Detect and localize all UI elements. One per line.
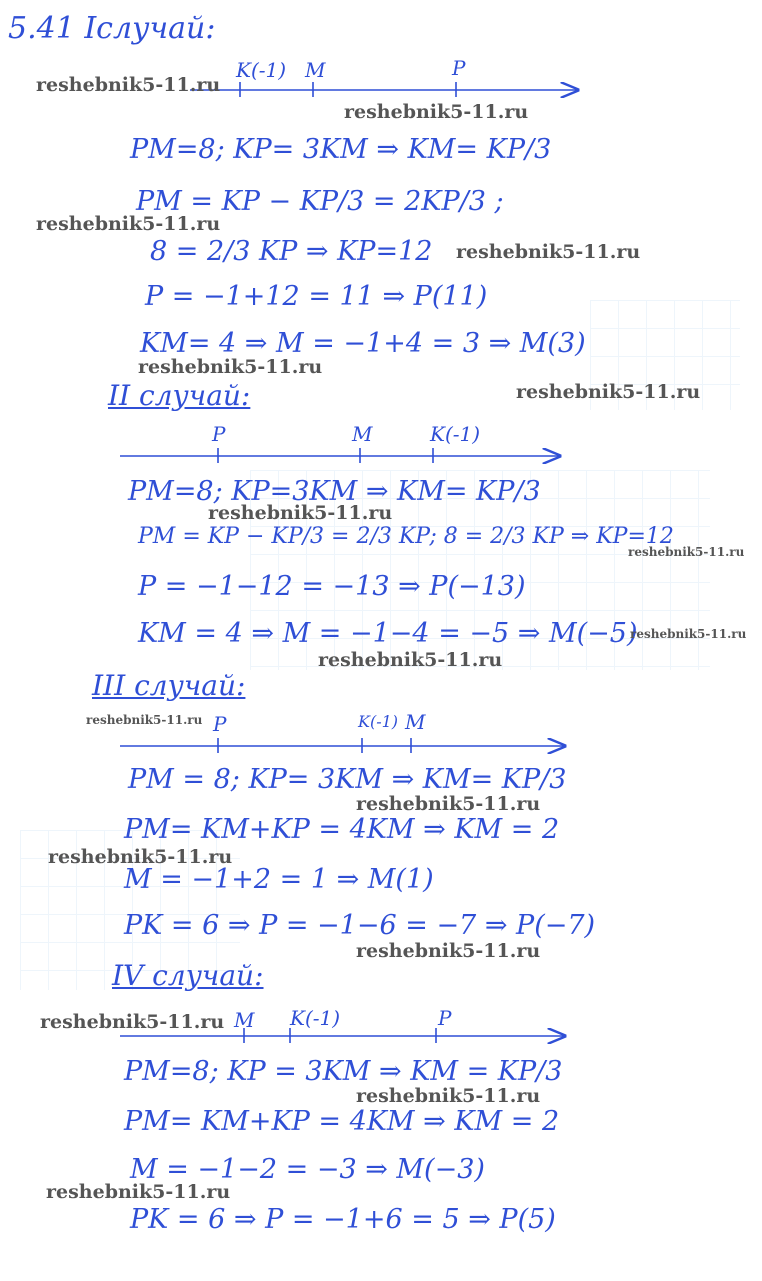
watermark: reshebnik5-11.ru: [456, 241, 641, 263]
watermark: reshebnik5-11.ru: [138, 356, 323, 378]
watermark: reshebnik5-11.ru: [344, 101, 529, 123]
axis-label-m: M: [305, 58, 326, 82]
equation-line: PM=8; KP = 3KM ⇒ KM = KP/3: [124, 1056, 563, 1087]
number-line-case-2: [120, 448, 560, 463]
watermark: reshebnik5-11.ru: [630, 627, 747, 641]
watermark: reshebnik5-11.ru: [356, 1085, 541, 1107]
watermark: reshebnik5-11.ru: [318, 649, 503, 671]
axis-label-k: K(-1): [358, 712, 399, 731]
equation-line: PK = 6 ⇒ P = −1+6 = 5 ⇒ P(5): [130, 1204, 556, 1235]
watermark: reshebnik5-11.ru: [356, 793, 541, 815]
watermark: reshebnik5-11.ru: [86, 713, 203, 727]
equation-line: PM=8; KP= 3KM ⇒ KM= KP/3: [130, 134, 552, 165]
axis-label-k: K(-1): [290, 1006, 341, 1030]
watermark: reshebnik5-11.ru: [36, 74, 221, 96]
watermark: reshebnik5-11.ru: [36, 213, 221, 235]
case-heading: III случай:: [92, 669, 246, 702]
watermark: reshebnik5-11.ru: [628, 545, 745, 559]
watermark: reshebnik5-11.ru: [40, 1011, 225, 1033]
equation-line: PK = 6 ⇒ P = −1−6 = −7 ⇒ P(−7): [124, 910, 596, 941]
watermark: reshebnik5-11.ru: [208, 502, 393, 524]
equation-line: P = −1−12 = −13 ⇒ P(−13): [138, 571, 526, 602]
case-heading: IV случай:: [112, 959, 264, 992]
axis-label-p: P: [212, 422, 226, 446]
axis-label-k: K(-1): [430, 422, 481, 446]
axis-label-m: M: [352, 422, 373, 446]
watermark: reshebnik5-11.ru: [516, 381, 701, 403]
equation-line: M = −1+2 = 1 ⇒ M(1): [124, 864, 434, 895]
number-line-case-1: [190, 82, 578, 97]
equation-line: P = −1+12 = 11 ⇒ P(11): [145, 281, 488, 312]
equation-line: PM = 8; KP= 3KM ⇒ KM= KP/3: [128, 764, 567, 795]
axis-label-p: P: [438, 1006, 452, 1030]
axis-label-p: P: [452, 56, 466, 80]
equation-line: PM=8; KP=3KM ⇒ KM= KP/3: [128, 476, 541, 507]
equation-line: PM = KP − KP/3 = 2/3 KP; 8 = 2/3 KP ⇒ KP=12: [138, 524, 674, 549]
equation-line: PM = KP − KP/3 = 2KP/3 ;: [136, 186, 504, 217]
watermark: reshebnik5-11.ru: [356, 940, 541, 962]
equation-line: KM = 4 ⇒ M = −1−4 = −5 ⇒ M(−5): [138, 618, 638, 649]
axis-label-m: M: [234, 1008, 255, 1032]
axis-label-p: P: [213, 712, 227, 736]
equation-line: KM= 4 ⇒ M = −1+4 = 3 ⇒ M(3): [140, 328, 586, 359]
axis-label-m: M: [405, 710, 426, 734]
watermark: reshebnik5-11.ru: [46, 1181, 231, 1203]
equation-line: M = −1−2 = −3 ⇒ M(−3): [130, 1154, 485, 1185]
watermark: reshebnik5-11.ru: [48, 846, 233, 868]
number-line-case-3: [120, 738, 565, 753]
case-heading: II случай:: [108, 379, 251, 412]
problem-title: 5.41 Iслучай:: [8, 11, 216, 46]
equation-line: 8 = 2/3 KP ⇒ KP=12: [150, 236, 433, 267]
axis-label-k: K(-1): [236, 58, 287, 82]
equation-line: PM= KM+KP = 4KM ⇒ KM = 2: [124, 1106, 560, 1137]
equation-line: PM= KM+KP = 4KM ⇒ KM = 2: [124, 814, 560, 845]
